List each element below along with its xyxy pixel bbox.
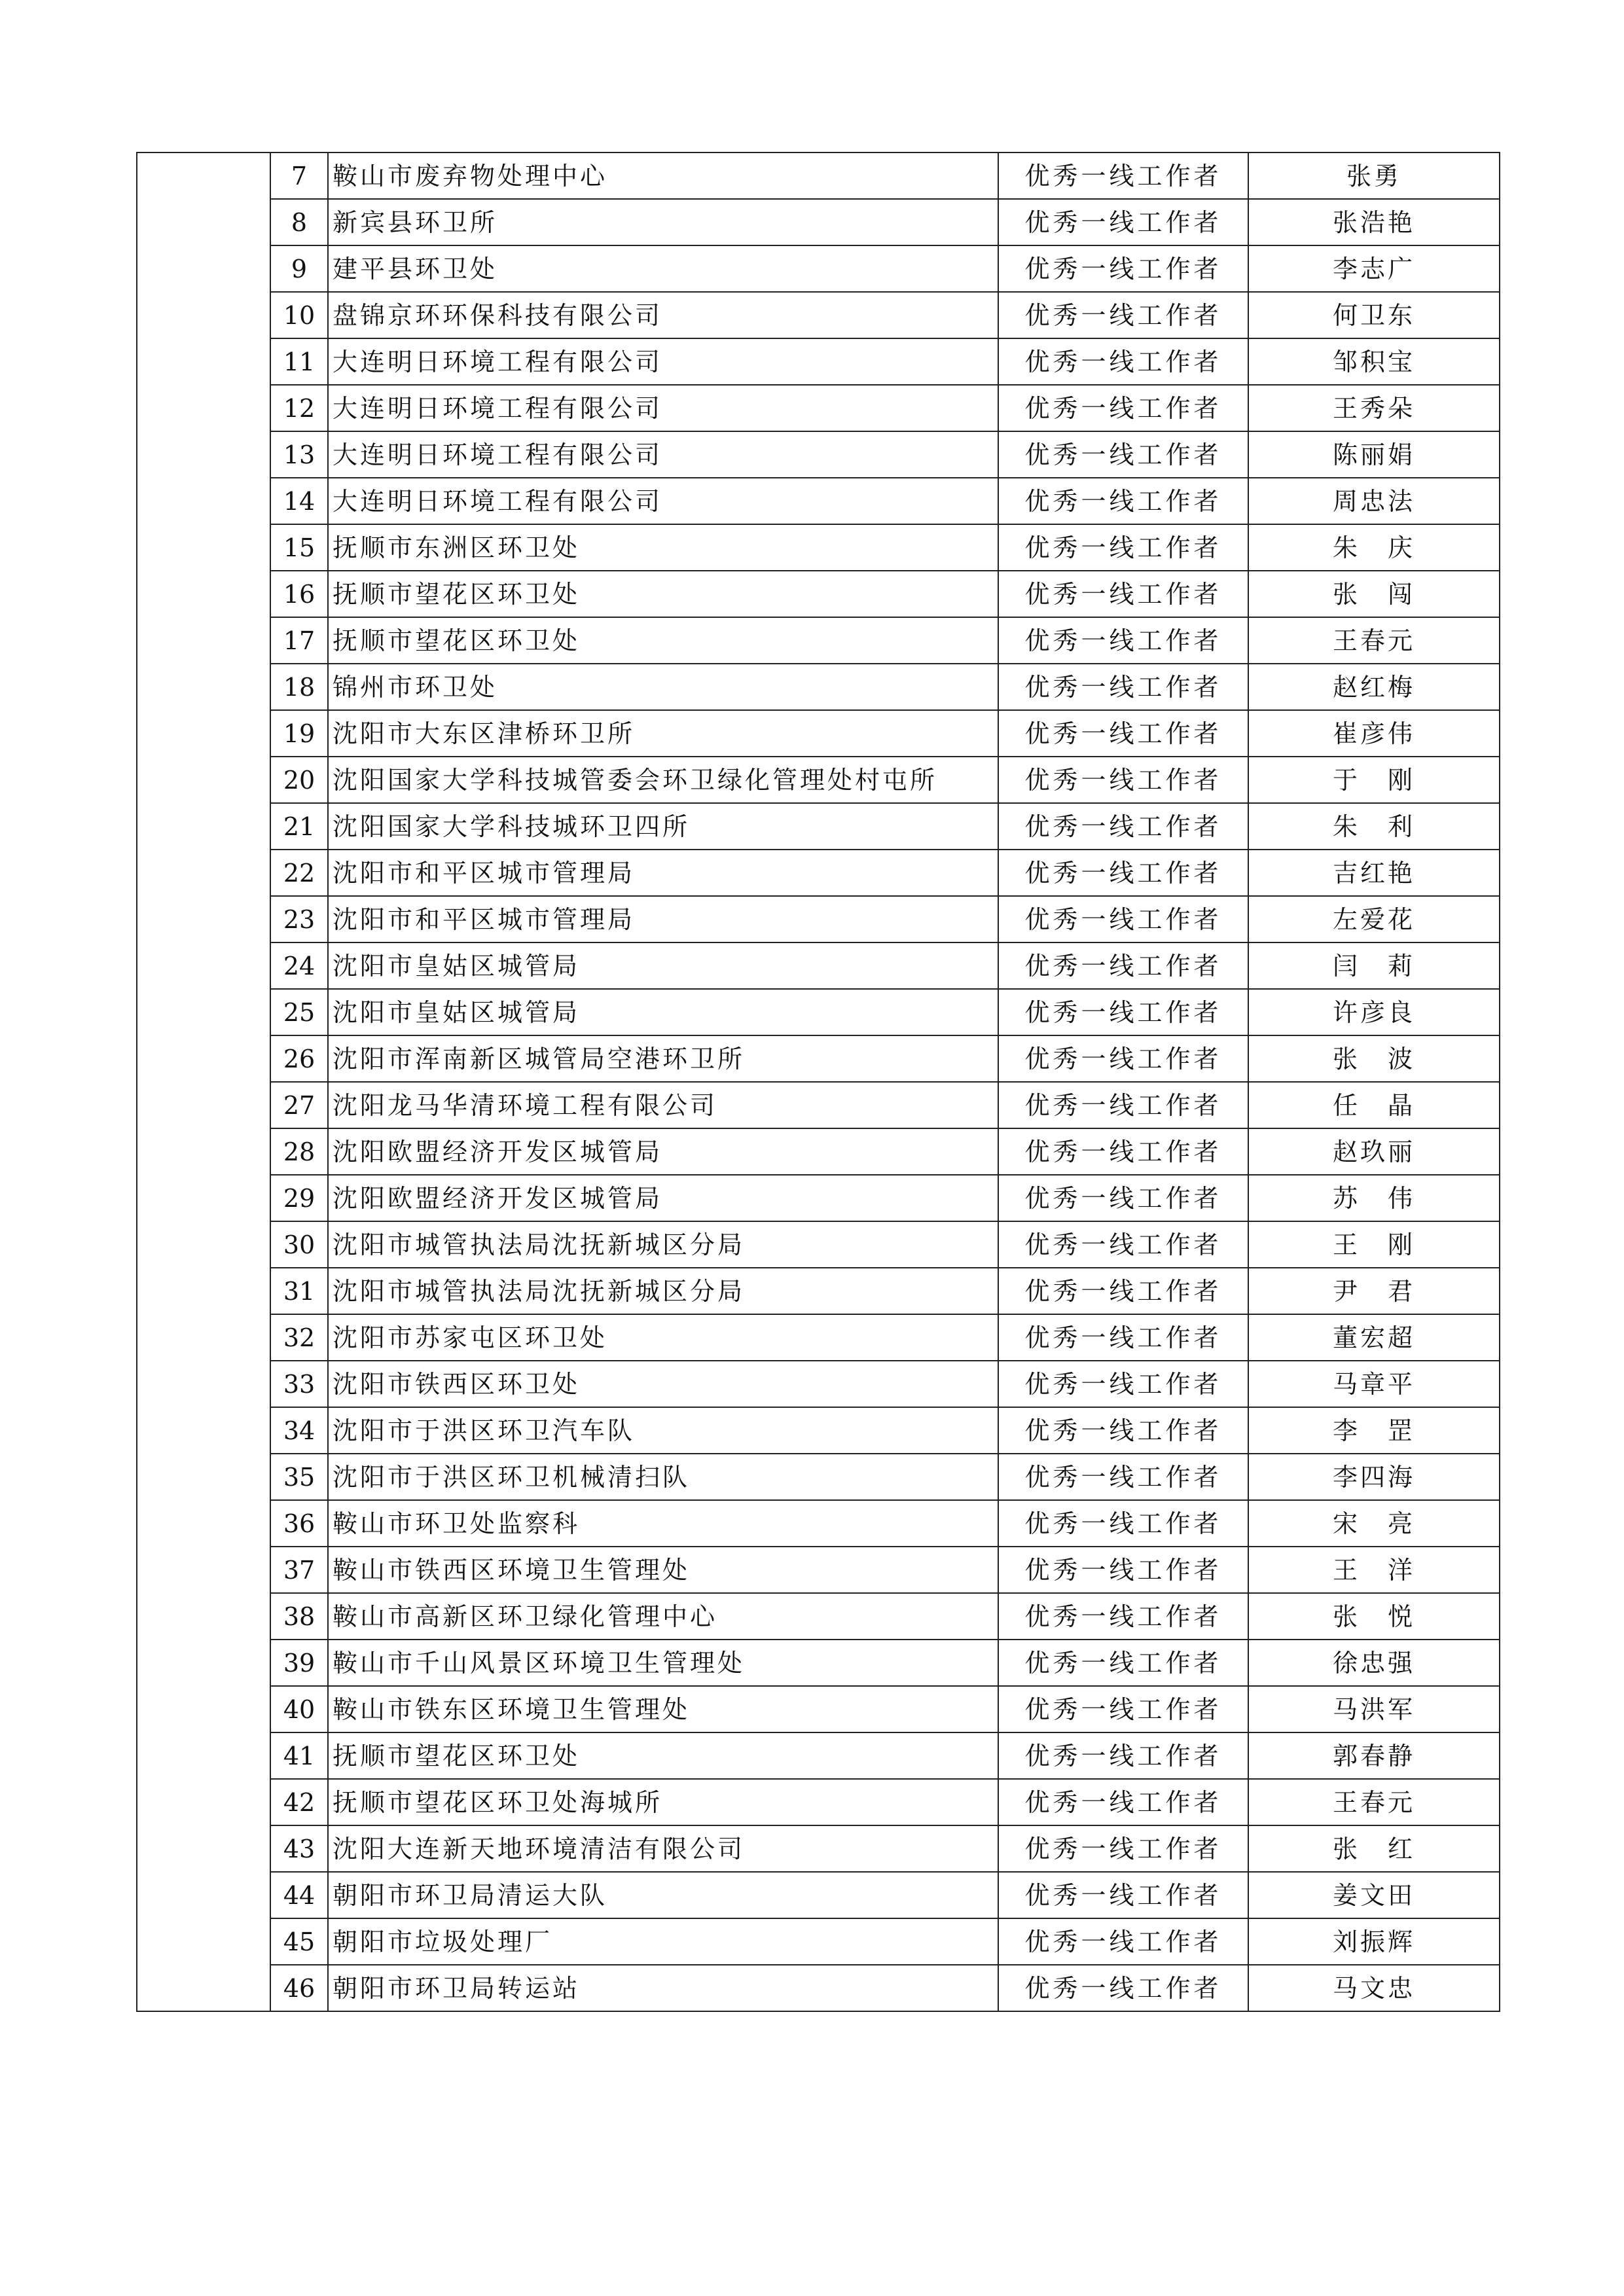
unit-cell: 沈阳市城管执法局沈抚新城区分局 [328,1221,998,1268]
person-name-cell: 李四海 [1248,1454,1500,1500]
table-row [137,1872,1500,1918]
table-row [137,245,1500,292]
unit-cell: 沈阳国家大学科技城环卫四所 [328,803,998,850]
award-title-cell: 优秀一线工作者 [998,478,1248,524]
row-number-cell: 45 [270,1918,328,1965]
row-number-cell: 36 [270,1500,328,1547]
unit-cell: 沈阳欧盟经济开发区城管局 [328,1175,998,1221]
person-name-cell: 张 波 [1248,1035,1500,1082]
person-name-cell: 崔彦伟 [1248,710,1500,757]
award-title-cell: 优秀一线工作者 [998,1175,1248,1221]
award-title-cell: 优秀一线工作者 [998,1454,1248,1500]
award-title-cell: 优秀一线工作者 [998,199,1248,245]
row-number-cell: 35 [270,1454,328,1500]
award-title-cell: 优秀一线工作者 [998,385,1248,431]
person-name-cell: 陈丽娟 [1248,431,1500,478]
person-name-cell: 左爱花 [1248,896,1500,942]
table-row [137,524,1500,571]
row-number-cell: 25 [270,989,328,1035]
unit-cell: 沈阳市苏家屯区环卫处 [328,1314,998,1361]
unit-cell: 沈阳龙马华清环境工程有限公司 [328,1082,998,1128]
table-row [137,1128,1500,1175]
award-title-cell: 优秀一线工作者 [998,338,1248,385]
person-name-cell: 王春元 [1248,1779,1500,1825]
table-row [137,1918,1500,1965]
row-number-cell: 17 [270,617,328,664]
award-title-cell: 优秀一线工作者 [998,942,1248,989]
person-name-cell: 张 红 [1248,1825,1500,1872]
person-name-cell: 郭春静 [1248,1732,1500,1779]
unit-cell: 建平县环卫处 [328,245,998,292]
table-row [137,1407,1500,1454]
award-title-cell: 优秀一线工作者 [998,803,1248,850]
row-number-cell: 39 [270,1640,328,1686]
person-name-cell: 张 闯 [1248,571,1500,617]
table-row [137,571,1500,617]
person-name-cell: 何卫东 [1248,292,1500,338]
row-number-cell: 27 [270,1082,328,1128]
person-name-cell: 于 刚 [1248,757,1500,803]
row-number-cell: 31 [270,1268,328,1314]
table-row [137,292,1500,338]
table-row [137,385,1500,431]
award-title-cell: 优秀一线工作者 [998,152,1248,199]
row-number-cell: 13 [270,431,328,478]
person-name-cell: 马章平 [1248,1361,1500,1407]
person-name-cell: 苏 伟 [1248,1175,1500,1221]
person-name-cell: 张浩艳 [1248,199,1500,245]
table-row [137,664,1500,710]
award-title-cell: 优秀一线工作者 [998,292,1248,338]
person-name-cell: 闫 莉 [1248,942,1500,989]
table-row [137,1035,1500,1082]
table-row [137,757,1500,803]
award-title-cell: 优秀一线工作者 [998,850,1248,896]
unit-cell: 锦州市环卫处 [328,664,998,710]
row-number-cell: 26 [270,1035,328,1082]
award-title-cell: 优秀一线工作者 [998,896,1248,942]
table-row [137,199,1500,245]
row-number-cell: 18 [270,664,328,710]
row-number-cell: 11 [270,338,328,385]
person-name-cell: 马文忠 [1248,1965,1500,2011]
table-row [137,1454,1500,1500]
table-row [137,1268,1500,1314]
unit-cell: 沈阳市大东区津桥环卫所 [328,710,998,757]
row-number-cell: 46 [270,1965,328,2011]
table-row [137,1593,1500,1640]
award-title-cell: 优秀一线工作者 [998,1035,1248,1082]
unit-cell: 大连明日环境工程有限公司 [328,478,998,524]
award-title-cell: 优秀一线工作者 [998,1128,1248,1175]
award-title-cell: 优秀一线工作者 [998,245,1248,292]
row-number-cell: 19 [270,710,328,757]
unit-cell: 沈阳市城管执法局沈抚新城区分局 [328,1268,998,1314]
table-row [137,896,1500,942]
table-row [137,942,1500,989]
unit-cell: 朝阳市垃圾处理厂 [328,1918,998,1965]
table-row [137,1500,1500,1547]
unit-cell: 鞍山市废弃物处理中心 [328,152,998,199]
table-row [137,1732,1500,1779]
person-name-cell: 王秀朵 [1248,385,1500,431]
row-number-cell: 16 [270,571,328,617]
unit-cell: 沈阳市于洪区环卫汽车队 [328,1407,998,1454]
table-row [137,989,1500,1035]
person-name-cell: 姜文田 [1248,1872,1500,1918]
person-name-cell: 张 悦 [1248,1593,1500,1640]
unit-cell: 沈阳市铁西区环卫处 [328,1361,998,1407]
unit-cell: 鞍山市千山风景区环境卫生管理处 [328,1640,998,1686]
row-number-cell: 43 [270,1825,328,1872]
award-title-cell: 优秀一线工作者 [998,1593,1248,1640]
row-number-cell: 12 [270,385,328,431]
row-number-cell: 37 [270,1547,328,1593]
row-number-cell: 10 [270,292,328,338]
row-number-cell: 40 [270,1686,328,1732]
table-row [137,152,1500,199]
award-title-cell: 优秀一线工作者 [998,1825,1248,1872]
award-title-cell: 优秀一线工作者 [998,1221,1248,1268]
person-name-cell: 周忠法 [1248,478,1500,524]
unit-cell: 大连明日环境工程有限公司 [328,431,998,478]
table-row [137,1825,1500,1872]
table-row [137,1314,1500,1361]
person-name-cell: 王 刚 [1248,1221,1500,1268]
person-name-cell: 赵玖丽 [1248,1128,1500,1175]
award-title-cell: 优秀一线工作者 [998,524,1248,571]
table-row [137,803,1500,850]
table-row [137,710,1500,757]
unit-cell: 抚顺市望花区环卫处 [328,617,998,664]
unit-cell: 抚顺市望花区环卫处 [328,1732,998,1779]
award-roster-table [136,152,1500,2012]
table-row [137,338,1500,385]
row-number-cell: 33 [270,1361,328,1407]
unit-cell: 朝阳市环卫局清运大队 [328,1872,998,1918]
row-number-cell: 34 [270,1407,328,1454]
award-title-cell: 优秀一线工作者 [998,710,1248,757]
row-number-cell: 21 [270,803,328,850]
row-number-cell: 15 [270,524,328,571]
unit-cell: 沈阳市皇姑区城管局 [328,942,998,989]
category-cell [137,152,270,2011]
award-title-cell: 优秀一线工作者 [998,1500,1248,1547]
row-number-cell: 29 [270,1175,328,1221]
row-number-cell: 14 [270,478,328,524]
person-name-cell: 马洪军 [1248,1686,1500,1732]
unit-cell: 沈阳大连新天地环境清洁有限公司 [328,1825,998,1872]
unit-cell: 朝阳市环卫局转运站 [328,1965,998,2011]
award-title-cell: 优秀一线工作者 [998,1640,1248,1686]
award-title-cell: 优秀一线工作者 [998,1779,1248,1825]
unit-cell: 沈阳市和平区城市管理局 [328,850,998,896]
award-title-cell: 优秀一线工作者 [998,571,1248,617]
row-number-cell: 38 [270,1593,328,1640]
row-number-cell: 32 [270,1314,328,1361]
award-title-cell: 优秀一线工作者 [998,1268,1248,1314]
roster-body [137,152,1500,2011]
person-name-cell: 任 晶 [1248,1082,1500,1128]
table-row [137,1779,1500,1825]
unit-cell: 沈阳市皇姑区城管局 [328,989,998,1035]
table-row [137,617,1500,664]
person-name-cell: 李 罡 [1248,1407,1500,1454]
unit-cell: 新宾县环卫所 [328,199,998,245]
row-number-cell: 20 [270,757,328,803]
row-number-cell: 30 [270,1221,328,1268]
award-title-cell: 优秀一线工作者 [998,1407,1248,1454]
table-row [137,1361,1500,1407]
unit-cell: 鞍山市铁东区环境卫生管理处 [328,1686,998,1732]
person-name-cell: 张勇 [1248,152,1500,199]
row-number-cell: 9 [270,245,328,292]
unit-cell: 抚顺市望花区环卫处海城所 [328,1779,998,1825]
unit-cell: 鞍山市铁西区环境卫生管理处 [328,1547,998,1593]
award-title-cell: 优秀一线工作者 [998,757,1248,803]
person-name-cell: 李志广 [1248,245,1500,292]
award-title-cell: 优秀一线工作者 [998,1082,1248,1128]
unit-cell: 抚顺市望花区环卫处 [328,571,998,617]
award-title-cell: 优秀一线工作者 [998,1547,1248,1593]
award-title-cell: 优秀一线工作者 [998,1314,1248,1361]
row-number-cell: 23 [270,896,328,942]
unit-cell: 沈阳市浑南新区城管局空港环卫所 [328,1035,998,1082]
person-name-cell: 王春元 [1248,617,1500,664]
table-row [137,1686,1500,1732]
unit-cell: 盘锦京环环保科技有限公司 [328,292,998,338]
unit-cell: 抚顺市东洲区环卫处 [328,524,998,571]
person-name-cell: 尹 君 [1248,1268,1500,1314]
unit-cell: 鞍山市环卫处监察科 [328,1500,998,1547]
person-name-cell: 王 洋 [1248,1547,1500,1593]
table-row [137,1082,1500,1128]
award-title-cell: 优秀一线工作者 [998,1872,1248,1918]
person-name-cell: 赵红梅 [1248,664,1500,710]
unit-cell: 沈阳国家大学科技城管委会环卫绿化管理处村屯所 [328,757,998,803]
row-number-cell: 24 [270,942,328,989]
award-title-cell: 优秀一线工作者 [998,1965,1248,2011]
award-title-cell: 优秀一线工作者 [998,431,1248,478]
row-number-cell: 44 [270,1872,328,1918]
unit-cell: 大连明日环境工程有限公司 [328,385,998,431]
person-name-cell: 董宏超 [1248,1314,1500,1361]
table-row [137,1965,1500,2011]
unit-cell: 沈阳欧盟经济开发区城管局 [328,1128,998,1175]
person-name-cell: 吉红艳 [1248,850,1500,896]
unit-cell: 鞍山市高新区环卫绿化管理中心 [328,1593,998,1640]
person-name-cell: 朱 庆 [1248,524,1500,571]
table-row [137,1640,1500,1686]
award-title-cell: 优秀一线工作者 [998,1361,1248,1407]
award-title-cell: 优秀一线工作者 [998,1732,1248,1779]
unit-cell: 沈阳市于洪区环卫机械清扫队 [328,1454,998,1500]
unit-cell: 大连明日环境工程有限公司 [328,338,998,385]
table-row [137,478,1500,524]
table-row [137,431,1500,478]
award-title-cell: 优秀一线工作者 [998,1686,1248,1732]
table-row [137,1175,1500,1221]
row-number-cell: 22 [270,850,328,896]
row-number-cell: 28 [270,1128,328,1175]
person-name-cell: 许彦良 [1248,989,1500,1035]
row-number-cell: 7 [270,152,328,199]
table-row [137,850,1500,896]
award-title-cell: 优秀一线工作者 [998,1918,1248,1965]
table-row [137,1221,1500,1268]
award-title-cell: 优秀一线工作者 [998,989,1248,1035]
person-name-cell: 邹积宝 [1248,338,1500,385]
person-name-cell: 朱 利 [1248,803,1500,850]
unit-cell: 沈阳市和平区城市管理局 [328,896,998,942]
row-number-cell: 42 [270,1779,328,1825]
person-name-cell: 徐忠强 [1248,1640,1500,1686]
table-row [137,1547,1500,1593]
row-number-cell: 41 [270,1732,328,1779]
award-title-cell: 优秀一线工作者 [998,664,1248,710]
person-name-cell: 宋 亮 [1248,1500,1500,1547]
row-number-cell: 8 [270,199,328,245]
person-name-cell: 刘振辉 [1248,1918,1500,1965]
award-title-cell: 优秀一线工作者 [998,617,1248,664]
